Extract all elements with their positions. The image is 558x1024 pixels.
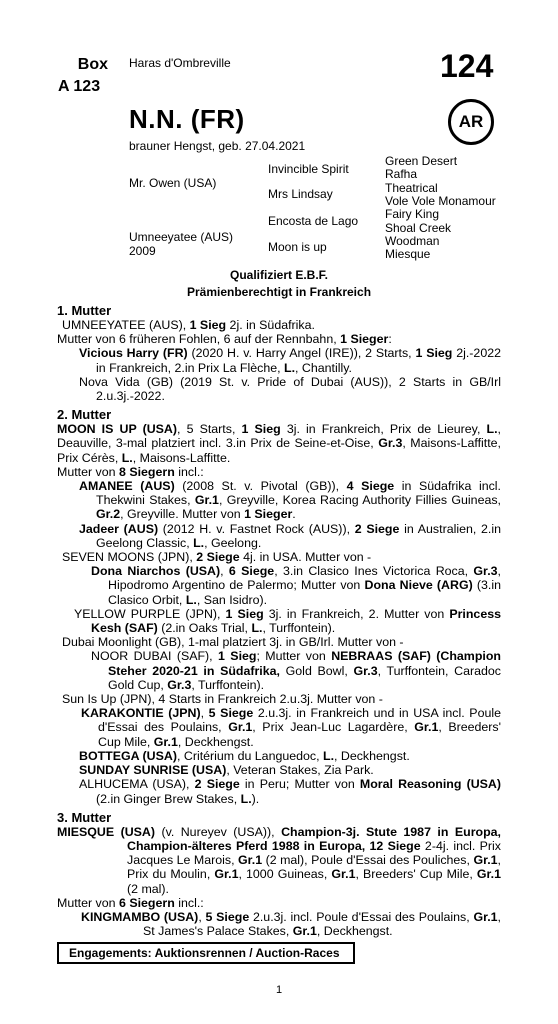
catalogue-body (57, 303, 501, 938)
entry-produce-summary: Mutter von 6 früheren Fohlen, 6 auf der Rennbahn, 1 Sieger: (57, 332, 392, 347)
pedigree-dam: Umneeyatee (AUS) (129, 230, 234, 244)
section-title: 2. Mutter (57, 407, 112, 423)
pedigree-dam-year: 2009 (129, 244, 156, 258)
entry-offspring: KINGMAMBO (USA), 5 Siege 2.u.3j. incl. Poule d'Essai des Poulains, Gr.1, St James's Palace Stakes, Gr.1, Deckhengst. (81, 909, 501, 939)
qualification-france: Prämienberechtigt in Frankreich (186, 285, 372, 299)
qualification-ebf: Qualifiziert E.B.F. (229, 268, 328, 282)
section-title: 1. Mutter (57, 303, 112, 318)
pedigree-gen2-item: Invincible Spirit (268, 162, 349, 176)
entry-offspring: SEVEN MOONS (JPN), 2 Siege 4j. in USA. Mutter von - (62, 550, 372, 565)
pedigree-gen3-item: Theatrical (385, 181, 438, 195)
ar-badge: AR (448, 99, 494, 145)
entry-offspring: Dubai Moonlight (GB), 1-mal platziert 3j. in GB/Irl. Mutter von - (62, 635, 404, 650)
entry-dam: UMNEEYATEE (AUS), 1 Sieg 2j. in Südafrika. (62, 318, 315, 332)
entry-grand-offspring: BOTTEGA (USA), Critérium du Languedoc, L., Deckhengst. (79, 748, 410, 763)
pedigree-gen3-item: Vole Vole Monamour (385, 194, 496, 208)
horse-description: brauner Hengst, geb. 27.04.2021 (129, 139, 306, 153)
entry-grand-offspring: NOOR DUBAI (SAF), 1 Sieg; Mutter von NEBRAAS (SAF) (Champion Steher 2020-21 in Südafrika, Gold Bowl, Gr.3, Turffontein, Caradoc Gold Cup, Gr.3, Turffontein). (91, 649, 501, 692)
box-number: A 123 (58, 78, 101, 95)
entry-dam: MOON IS UP (USA), 5 Starts, 1 Sieg 3j. in Frankreich, Prix de Lieurey, L., Deauville, 3-mal platziert incl. 3.in Prix de Seine-et-Oise, Gr.3, Maisons-Laffitte, Prix Cérès, L., Maisons-Laffitte. (57, 422, 501, 465)
entry-grand-offspring: SUNDAY SUNRISE (USA), Veteran Stakes, Zia Park. (79, 763, 374, 778)
entry-offspring: YELLOW PURPLE (JPN), 1 Sieg 3j. in Frankreich, 2. Mutter von Princess Kesh (SAF) (2.in Oaks Trial, L., Turffontein). (74, 606, 501, 636)
entry-grand-offspring: Dona Niarchos (USA), 6 Siege, 3.in Clasico Ines Victorica Roca, Gr.3, Hipodromo Argentino de Palermo; Mutter von Dona Nieve (ARG) (3.in Clasico Orbit, L., San Isidro). (91, 564, 502, 607)
entry-dam: MIESQUE (USA) (v. Nureyev (USA)), Champion-3j. Stute 1987 in Europa, Champion-älteres Pferd 1988 in Europa, 12 Siege 2-4j. incl. Prix Jacques Le Marois, Gr.1 (2 mal), Poule d'Essai des Pouliches, Gr.1, Prix du Moulin, Gr.1, 1000 Guineas, Gr.1, Breeders' Cup Mile, Gr.1 (2 mal). (57, 824, 501, 896)
pedigree-owner: Mr. Owen (USA) (129, 176, 217, 190)
lot-number: 124 (440, 48, 494, 84)
pedigree-gen3-item: Miesque (385, 247, 431, 261)
engagements-box: Engagements: Auktionsrennen / Auction-Races (57, 942, 355, 964)
pedigree-gen3-item: Shoal Creek (385, 221, 452, 235)
pedigree-gen2-item: Mrs Lindsay (268, 187, 333, 201)
page-number: 1 (275, 984, 283, 996)
entry-offspring: Nova Vida (GB) (2019 St. v. Pride of Dubai (AUS)), 2 Starts in GB/Irl 2.u.3j.-2022. (79, 374, 501, 404)
box-label: Box (77, 56, 108, 73)
entry-produce-summary: Mutter von 6 Siegern incl.: (57, 895, 204, 910)
pedigree-gen3-item: Green Desert (385, 154, 458, 168)
pedigree-gen2-item: Moon is up (268, 240, 327, 254)
horse-name: N.N. (FR) (129, 104, 245, 134)
entry-offspring: AMANEE (AUS) (2008 St. v. Pivotal (GB)), 4 Siege in Südafrika incl. Thekwini Stakes, Gr.1, Greyville, Korea Racing Authority Fillies Guineas, Gr.2, Greyville. Mutter von 1 Sieger. (79, 479, 501, 522)
entry-grand-offspring: KARAKONTIE (JPN), 5 Siege 2.u.3j. in Frankreich und in USA incl. Poule d'Essai des Poulains, Gr.1, Prix Jean-Luc Lagardère, Gr.1, Breeders' Cup Mile, Gr.1, Deckhengst. (81, 706, 501, 749)
pedigree-gen3-item: Rafha (385, 167, 418, 181)
pedigree-gen3-item: Woodman (385, 234, 440, 248)
entry-grand-offspring: ALHUCEMA (USA), 2 Siege in Peru; Mutter von Moral Reasoning (USA) (2.in Ginger Brew Stakes, L.). (79, 777, 501, 806)
entry-offspring: Jadeer (AUS) (2012 H. v. Fastnet Rock (AUS)), 2 Siege in Australien, 2.in Geelong Classic, L., Geelong. (79, 521, 502, 550)
pedigree-gen3-item: Fairy King (385, 207, 440, 221)
entry-offspring: Vicious Harry (FR) (2020 H. v. Harry Angel (IRE)), 2 Starts, 1 Sieg 2j.-2022 in Frankreich, 2.in Prix La Flèche, L., Chantilly. (79, 346, 501, 375)
section-title: 3. Mutter (57, 809, 112, 825)
breeder-name: Haras d'Ombreville (129, 56, 231, 70)
pedigree-gen2-item: Encosta de Lago (268, 214, 359, 228)
entry-produce-summary: Mutter von 8 Siegern incl.: (57, 464, 204, 479)
entry-offspring: Sun Is Up (JPN), 4 Starts in Frankreich 2.u.3j. Mutter von - (62, 692, 383, 707)
